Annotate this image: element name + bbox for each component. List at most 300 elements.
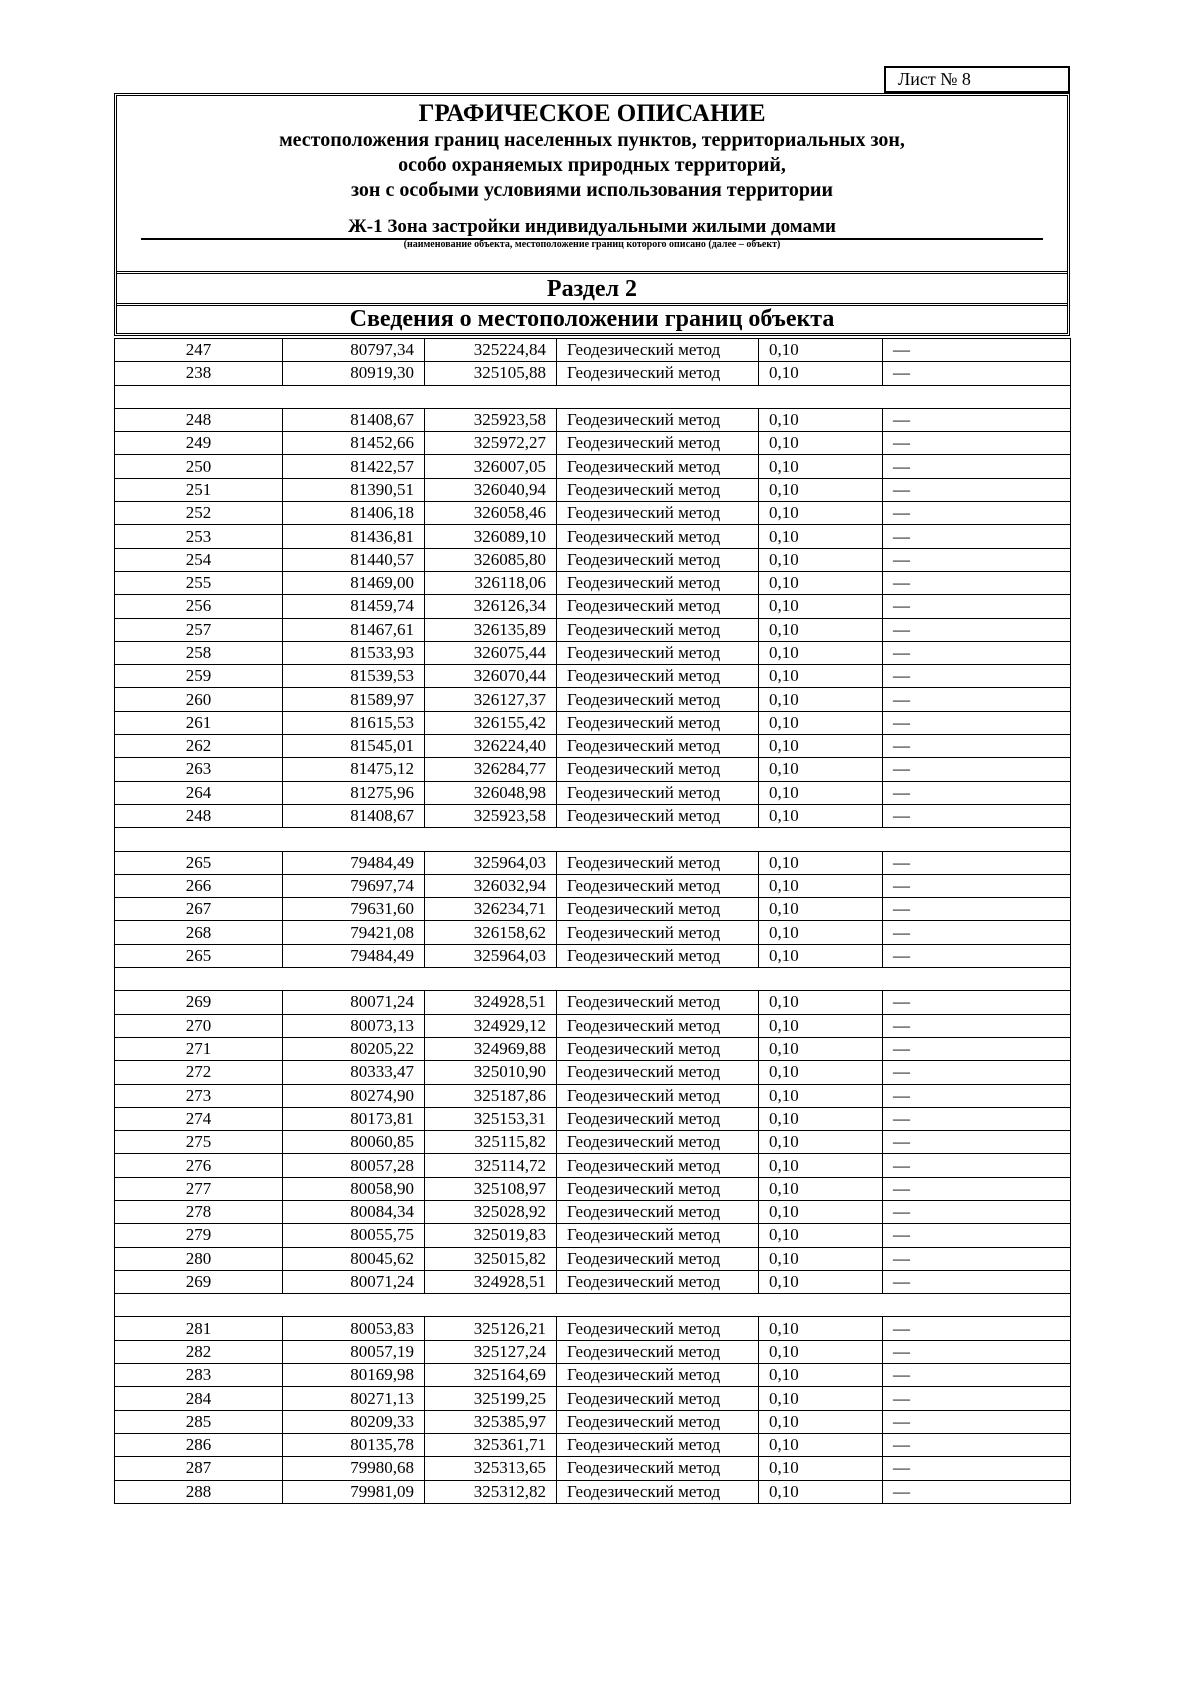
precision-cell: 0,10: [759, 362, 883, 385]
y-coordinate-cell: 326118,06: [425, 571, 557, 594]
table-row: [115, 851, 1071, 874]
object-caption: (наименование объекта, местоположение границ которого описано (далее – объект): [403, 239, 781, 250]
method-cell: Геодезический метод: [557, 735, 759, 758]
x-coordinate-cell: 80135,78: [283, 1433, 425, 1456]
precision-cell: 0,10: [759, 1457, 883, 1480]
point-number-cell: 269: [115, 991, 283, 1014]
x-coordinate-cell: 79421,08: [283, 921, 425, 944]
x-coordinate-cell: 80919,30: [283, 362, 425, 385]
precision-cell: 0,10: [759, 1410, 883, 1433]
point-number-cell: 288: [115, 1480, 283, 1503]
x-coordinate-cell: 79980,68: [283, 1457, 425, 1480]
subtitle-line: зон с особыми условиями использования территории: [351, 179, 833, 201]
table-row: [115, 1387, 1071, 1410]
point-number-cell: 281: [115, 1317, 283, 1340]
precision-cell: 0,10: [759, 758, 883, 781]
table-row: [115, 944, 1071, 967]
table-row: [115, 1457, 1071, 1480]
y-coordinate-cell: 325199,25: [425, 1387, 557, 1410]
x-coordinate-cell: 80060,85: [283, 1131, 425, 1154]
object-name: Ж-1 Зона застройки индивидуальными жилыми домами: [141, 216, 1043, 240]
method-cell: Геодезический метод: [557, 1177, 759, 1200]
description-cell: —: [883, 1200, 1071, 1223]
point-number-cell: 262: [115, 735, 283, 758]
precision-cell: 0,10: [759, 1200, 883, 1223]
precision-cell: 0,10: [759, 1037, 883, 1060]
x-coordinate-cell: 79484,49: [283, 851, 425, 874]
method-cell: Геодезический метод: [557, 1340, 759, 1363]
x-coordinate-cell: 80073,13: [283, 1014, 425, 1037]
x-coordinate-cell: 80797,34: [283, 339, 425, 362]
description-cell: —: [883, 665, 1071, 688]
y-coordinate-cell: 325964,03: [425, 944, 557, 967]
precision-cell: 0,10: [759, 991, 883, 1014]
method-cell: Геодезический метод: [557, 1224, 759, 1247]
y-coordinate-cell: 326135,89: [425, 618, 557, 641]
table-row: [115, 432, 1071, 455]
precision-cell: 0,10: [759, 1247, 883, 1270]
precision-cell: 0,10: [759, 641, 883, 664]
method-cell: Геодезический метод: [557, 1037, 759, 1060]
description-cell: —: [883, 758, 1071, 781]
y-coordinate-cell: 324929,12: [425, 1014, 557, 1037]
precision-cell: 0,10: [759, 1364, 883, 1387]
table-row: [115, 1364, 1071, 1387]
point-number-cell: 263: [115, 758, 283, 781]
method-cell: Геодезический метод: [557, 618, 759, 641]
method-cell: Геодезический метод: [557, 1107, 759, 1130]
description-cell: —: [883, 1131, 1071, 1154]
method-cell: Геодезический метод: [557, 1410, 759, 1433]
y-coordinate-cell: 325313,65: [425, 1457, 557, 1480]
x-coordinate-cell: 80045,62: [283, 1247, 425, 1270]
description-cell: —: [883, 1154, 1071, 1177]
y-coordinate-cell: 325019,83: [425, 1224, 557, 1247]
table-row: [115, 1433, 1071, 1456]
method-cell: Геодезический метод: [557, 711, 759, 734]
precision-cell: 0,10: [759, 735, 883, 758]
x-coordinate-cell: 81440,57: [283, 548, 425, 571]
description-cell: —: [883, 1177, 1071, 1200]
point-number-cell: 267: [115, 898, 283, 921]
table-row: [115, 1200, 1071, 1223]
method-cell: Геодезический метод: [557, 1270, 759, 1293]
precision-cell: 0,10: [759, 618, 883, 641]
y-coordinate-cell: 326058,46: [425, 502, 557, 525]
group-separator-row: [115, 968, 1071, 991]
x-coordinate-cell: 80271,13: [283, 1387, 425, 1410]
precision-cell: 0,10: [759, 851, 883, 874]
description-cell: —: [883, 339, 1071, 362]
y-coordinate-cell: 326158,62: [425, 921, 557, 944]
description-cell: —: [883, 1317, 1071, 1340]
description-cell: —: [883, 1247, 1071, 1270]
x-coordinate-cell: 80274,90: [283, 1084, 425, 1107]
description-cell: —: [883, 1270, 1071, 1293]
point-number-cell: 271: [115, 1037, 283, 1060]
method-cell: Геодезический метод: [557, 781, 759, 804]
description-cell: —: [883, 688, 1071, 711]
description-cell: —: [883, 1433, 1071, 1456]
precision-cell: 0,10: [759, 944, 883, 967]
y-coordinate-cell: 326032,94: [425, 874, 557, 897]
precision-cell: 0,10: [759, 571, 883, 594]
table-row: [115, 1061, 1071, 1084]
description-cell: —: [883, 1084, 1071, 1107]
x-coordinate-cell: 80055,75: [283, 1224, 425, 1247]
table-row: [115, 1084, 1071, 1107]
x-coordinate-cell: 80058,90: [283, 1177, 425, 1200]
method-cell: Геодезический метод: [557, 548, 759, 571]
y-coordinate-cell: 326155,42: [425, 711, 557, 734]
description-cell: —: [883, 502, 1071, 525]
subtitle-line: местоположения границ населенных пунктов, территориальных зон,: [279, 129, 905, 151]
precision-cell: 0,10: [759, 525, 883, 548]
precision-cell: 0,10: [759, 1340, 883, 1363]
table-row: [115, 1317, 1071, 1340]
point-number-cell: 272: [115, 1061, 283, 1084]
table-row: [115, 711, 1071, 734]
point-number-cell: 285: [115, 1410, 283, 1433]
description-cell: —: [883, 1340, 1071, 1363]
method-cell: Геодезический метод: [557, 1084, 759, 1107]
precision-cell: 0,10: [759, 1480, 883, 1503]
description-cell: —: [883, 898, 1071, 921]
coordinates-table-body: [115, 339, 1071, 1504]
sheet-number: Лист № 8: [884, 66, 1070, 93]
document-header: [114, 93, 1070, 336]
method-cell: Геодезический метод: [557, 991, 759, 1014]
section-title: Раздел 2: [546, 276, 638, 302]
precision-cell: 0,10: [759, 781, 883, 804]
description-cell: —: [883, 944, 1071, 967]
method-cell: Геодезический метод: [557, 362, 759, 385]
description-cell: —: [883, 618, 1071, 641]
point-number-cell: 258: [115, 641, 283, 664]
y-coordinate-cell: 326007,05: [425, 455, 557, 478]
table-row: [115, 735, 1071, 758]
y-coordinate-cell: 325127,24: [425, 1340, 557, 1363]
y-coordinate-cell: 325126,21: [425, 1317, 557, 1340]
description-cell: —: [883, 711, 1071, 734]
precision-cell: 0,10: [759, 1084, 883, 1107]
precision-cell: 0,10: [759, 432, 883, 455]
method-cell: Геодезический метод: [557, 1154, 759, 1177]
precision-cell: 0,10: [759, 339, 883, 362]
table-row: [115, 571, 1071, 594]
point-number-cell: 256: [115, 595, 283, 618]
precision-cell: 0,10: [759, 1270, 883, 1293]
description-cell: —: [883, 478, 1071, 501]
table-row: [115, 339, 1071, 362]
table-row: [115, 1131, 1071, 1154]
x-coordinate-cell: 81533,93: [283, 641, 425, 664]
y-coordinate-cell: 325361,71: [425, 1433, 557, 1456]
precision-cell: 0,10: [759, 1387, 883, 1410]
x-coordinate-cell: 81469,00: [283, 571, 425, 594]
y-coordinate-cell: 325964,03: [425, 851, 557, 874]
point-number-cell: 283: [115, 1364, 283, 1387]
table-row: [115, 1480, 1071, 1503]
y-coordinate-cell: 325164,69: [425, 1364, 557, 1387]
point-number-cell: 248: [115, 408, 283, 431]
description-cell: —: [883, 921, 1071, 944]
group-separator-row: [115, 385, 1071, 408]
table-row: [115, 874, 1071, 897]
divider: [117, 271, 1067, 274]
table-row: [115, 455, 1071, 478]
precision-cell: 0,10: [759, 804, 883, 827]
group-separator-row: [115, 828, 1071, 851]
method-cell: Геодезический метод: [557, 595, 759, 618]
method-cell: Геодезический метод: [557, 641, 759, 664]
method-cell: Геодезический метод: [557, 804, 759, 827]
method-cell: Геодезический метод: [557, 1061, 759, 1084]
table-row: [115, 502, 1071, 525]
y-coordinate-cell: 325015,82: [425, 1247, 557, 1270]
precision-cell: 0,10: [759, 665, 883, 688]
y-coordinate-cell: 326126,34: [425, 595, 557, 618]
y-coordinate-cell: 326070,44: [425, 665, 557, 688]
method-cell: Геодезический метод: [557, 1387, 759, 1410]
y-coordinate-cell: 326234,71: [425, 898, 557, 921]
point-number-cell: 255: [115, 571, 283, 594]
table-row: [115, 804, 1071, 827]
description-cell: —: [883, 1364, 1071, 1387]
point-number-cell: 238: [115, 362, 283, 385]
precision-cell: 0,10: [759, 548, 883, 571]
table-row: [115, 1014, 1071, 1037]
method-cell: Геодезический метод: [557, 525, 759, 548]
precision-cell: 0,10: [759, 1131, 883, 1154]
x-coordinate-cell: 80053,83: [283, 1317, 425, 1340]
table-row: [115, 1247, 1071, 1270]
y-coordinate-cell: 325187,86: [425, 1084, 557, 1107]
description-cell: —: [883, 1037, 1071, 1060]
x-coordinate-cell: 81539,53: [283, 665, 425, 688]
point-number-cell: 276: [115, 1154, 283, 1177]
table-row: [115, 1340, 1071, 1363]
precision-cell: 0,10: [759, 478, 883, 501]
method-cell: Геодезический метод: [557, 1131, 759, 1154]
y-coordinate-cell: 325115,82: [425, 1131, 557, 1154]
precision-cell: 0,10: [759, 711, 883, 734]
precision-cell: 0,10: [759, 1154, 883, 1177]
x-coordinate-cell: 80205,22: [283, 1037, 425, 1060]
x-coordinate-cell: 80071,24: [283, 1270, 425, 1293]
y-coordinate-cell: 325108,97: [425, 1177, 557, 1200]
description-cell: —: [883, 1014, 1071, 1037]
y-coordinate-cell: 325923,58: [425, 408, 557, 431]
table-row: [115, 688, 1071, 711]
y-coordinate-cell: 326089,10: [425, 525, 557, 548]
table-row: [115, 1270, 1071, 1293]
x-coordinate-cell: 80169,98: [283, 1364, 425, 1387]
description-cell: —: [883, 548, 1071, 571]
precision-cell: 0,10: [759, 408, 883, 431]
x-coordinate-cell: 81422,57: [283, 455, 425, 478]
table-row: [115, 618, 1071, 641]
x-coordinate-cell: 80057,28: [283, 1154, 425, 1177]
section-subtitle: Сведения о местоположении границ объекта: [349, 306, 835, 332]
description-cell: —: [883, 571, 1071, 594]
description-cell: —: [883, 455, 1071, 478]
subtitle-line: особо охраняемых природных территорий,: [398, 154, 786, 176]
x-coordinate-cell: 80071,24: [283, 991, 425, 1014]
method-cell: Геодезический метод: [557, 1317, 759, 1340]
precision-cell: 0,10: [759, 1317, 883, 1340]
point-number-cell: 270: [115, 1014, 283, 1037]
y-coordinate-cell: 326048,98: [425, 781, 557, 804]
separator-cell: [115, 968, 1071, 991]
method-cell: Геодезический метод: [557, 898, 759, 921]
method-cell: Геодезический метод: [557, 1247, 759, 1270]
table-row: [115, 1154, 1071, 1177]
table-row: [115, 1224, 1071, 1247]
description-cell: —: [883, 432, 1071, 455]
precision-cell: 0,10: [759, 1014, 883, 1037]
x-coordinate-cell: 81408,67: [283, 408, 425, 431]
precision-cell: 0,10: [759, 502, 883, 525]
table-row: [115, 525, 1071, 548]
method-cell: Геодезический метод: [557, 1480, 759, 1503]
precision-cell: 0,10: [759, 688, 883, 711]
precision-cell: 0,10: [759, 898, 883, 921]
description-cell: —: [883, 595, 1071, 618]
x-coordinate-cell: 81467,61: [283, 618, 425, 641]
x-coordinate-cell: 81275,96: [283, 781, 425, 804]
method-cell: Геодезический метод: [557, 944, 759, 967]
point-number-cell: 260: [115, 688, 283, 711]
separator-cell: [115, 385, 1071, 408]
method-cell: Геодезический метод: [557, 1364, 759, 1387]
table-row: [115, 1037, 1071, 1060]
x-coordinate-cell: 81545,01: [283, 735, 425, 758]
y-coordinate-cell: 325224,84: [425, 339, 557, 362]
y-coordinate-cell: 325105,88: [425, 362, 557, 385]
table-row: [115, 1410, 1071, 1433]
precision-cell: 0,10: [759, 921, 883, 944]
x-coordinate-cell: 79631,60: [283, 898, 425, 921]
x-coordinate-cell: 80333,47: [283, 1061, 425, 1084]
x-coordinate-cell: 81408,67: [283, 804, 425, 827]
separator-cell: [115, 828, 1071, 851]
point-number-cell: 268: [115, 921, 283, 944]
method-cell: Геодезический метод: [557, 1200, 759, 1223]
point-number-cell: 278: [115, 1200, 283, 1223]
y-coordinate-cell: 326040,94: [425, 478, 557, 501]
point-number-cell: 250: [115, 455, 283, 478]
method-cell: Геодезический метод: [557, 1433, 759, 1456]
method-cell: Геодезический метод: [557, 432, 759, 455]
point-number-cell: 253: [115, 525, 283, 548]
description-cell: —: [883, 1061, 1071, 1084]
y-coordinate-cell: 325972,27: [425, 432, 557, 455]
y-coordinate-cell: 325153,31: [425, 1107, 557, 1130]
point-number-cell: 248: [115, 804, 283, 827]
x-coordinate-cell: 81459,74: [283, 595, 425, 618]
table-row: [115, 362, 1071, 385]
x-coordinate-cell: 81390,51: [283, 478, 425, 501]
table-row: [115, 1177, 1071, 1200]
y-coordinate-cell: 324928,51: [425, 1270, 557, 1293]
description-cell: —: [883, 804, 1071, 827]
x-coordinate-cell: 80057,19: [283, 1340, 425, 1363]
method-cell: Геодезический метод: [557, 665, 759, 688]
description-cell: —: [883, 641, 1071, 664]
description-cell: —: [883, 874, 1071, 897]
point-number-cell: 259: [115, 665, 283, 688]
y-coordinate-cell: 325312,82: [425, 1480, 557, 1503]
method-cell: Геодезический метод: [557, 851, 759, 874]
description-cell: —: [883, 362, 1071, 385]
table-row: [115, 921, 1071, 944]
description-cell: —: [883, 991, 1071, 1014]
description-cell: —: [883, 1480, 1071, 1503]
point-number-cell: 254: [115, 548, 283, 571]
table-row: [115, 758, 1071, 781]
x-coordinate-cell: 81406,18: [283, 502, 425, 525]
x-coordinate-cell: 81436,81: [283, 525, 425, 548]
x-coordinate-cell: 81615,53: [283, 711, 425, 734]
description-cell: —: [883, 735, 1071, 758]
description-cell: —: [883, 1224, 1071, 1247]
y-coordinate-cell: 324928,51: [425, 991, 557, 1014]
description-cell: —: [883, 1387, 1071, 1410]
description-cell: —: [883, 1107, 1071, 1130]
y-coordinate-cell: 324969,88: [425, 1037, 557, 1060]
y-coordinate-cell: 326075,44: [425, 641, 557, 664]
precision-cell: 0,10: [759, 595, 883, 618]
precision-cell: 0,10: [759, 874, 883, 897]
point-number-cell: 275: [115, 1131, 283, 1154]
point-number-cell: 287: [115, 1457, 283, 1480]
table-row: [115, 548, 1071, 571]
point-number-cell: 257: [115, 618, 283, 641]
method-cell: Геодезический метод: [557, 455, 759, 478]
y-coordinate-cell: 325010,90: [425, 1061, 557, 1084]
table-row: [115, 781, 1071, 804]
method-cell: Геодезический метод: [557, 921, 759, 944]
description-cell: —: [883, 851, 1071, 874]
precision-cell: 0,10: [759, 1107, 883, 1130]
point-number-cell: 273: [115, 1084, 283, 1107]
method-cell: Геодезический метод: [557, 874, 759, 897]
x-coordinate-cell: 81452,66: [283, 432, 425, 455]
point-number-cell: 279: [115, 1224, 283, 1247]
precision-cell: 0,10: [759, 455, 883, 478]
y-coordinate-cell: 326224,40: [425, 735, 557, 758]
precision-cell: 0,10: [759, 1177, 883, 1200]
description-cell: —: [883, 1457, 1071, 1480]
method-cell: Геодезический метод: [557, 339, 759, 362]
x-coordinate-cell: 81475,12: [283, 758, 425, 781]
x-coordinate-cell: 79484,49: [283, 944, 425, 967]
coordinates-table: [114, 338, 1071, 1504]
y-coordinate-cell: 325114,72: [425, 1154, 557, 1177]
group-separator-row: [115, 1294, 1071, 1317]
table-row: [115, 408, 1071, 431]
point-number-cell: 265: [115, 851, 283, 874]
point-number-cell: 284: [115, 1387, 283, 1410]
table-row: [115, 665, 1071, 688]
method-cell: Геодезический метод: [557, 758, 759, 781]
point-number-cell: 266: [115, 874, 283, 897]
table-row: [115, 991, 1071, 1014]
point-number-cell: 264: [115, 781, 283, 804]
description-cell: —: [883, 525, 1071, 548]
point-number-cell: 251: [115, 478, 283, 501]
